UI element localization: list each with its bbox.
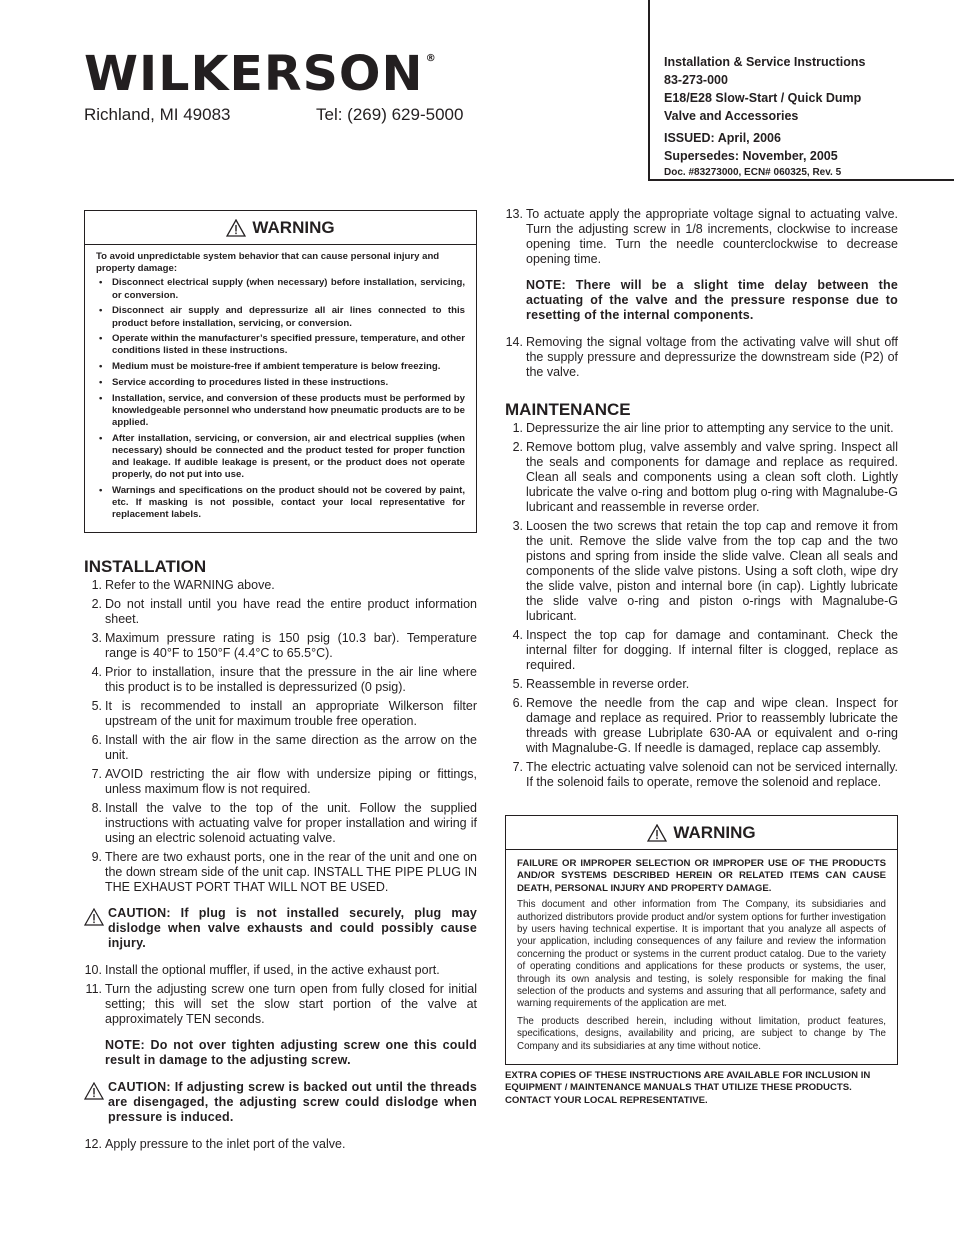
- step-number: 4.: [91, 665, 102, 680]
- step-number: 2.: [512, 440, 523, 454]
- step-text: Reassemble in reverse order.: [526, 677, 690, 691]
- warning-item: • Service according to procedures listed in these instructions.: [96, 377, 465, 389]
- caution-adjusting-screw-text: CAUTION: If adjusting screw is backed out until the threads are disengaged, the adjusting screw could dislodge when pressure is induced.: [108, 1080, 477, 1125]
- installation-steps-cont: [84, 1137, 477, 1152]
- warning-item: • Operate within the manufacturer’s specified pressure, temperature, and other conditions listed in these instructions.: [96, 333, 465, 357]
- company-phone: Tel: (269) 629-5000: [316, 105, 464, 124]
- extra-copies-note: EXTRA COPIES OF THESE INSTRUCTIONS ARE AVAILABLE FOR INCLUSION IN EQUIPMENT / MAINTENANCE MANUALS THAT UTILIZE THESE PRODUCTS. CONTACT YOUR LOCAL REPRESENTATIVE.: [505, 1070, 871, 1106]
- step-number: 13.: [505, 207, 523, 221]
- warning-liability-para1: This document and other information from The Company, its subsidiaries and authorized distributors provide product and/or system options for further investigation by users having technical expertise. It is important that you analyze all aspects of your application, including consequences of any failure and review the information concerning the product or systems in the current product catalog. Due to the variety of operating conditions and applications for these products or systems, the user, through its own analysis and testing, is solely responsible for making the final selection of the products and systems and assuring that all performance, safety and warning requirements of the application are met.: [517, 899, 886, 1010]
- step-number: 1.: [91, 578, 102, 593]
- step-number: 7.: [512, 760, 523, 774]
- warning-item: • Installation, service, and conversion of these products must be performed by knowledgeable personnel who understand how pneumatic products are to be applied.: [96, 393, 465, 430]
- warning-item: • After installation, servicing, or conversion, air and electrical supplies (when necessary) should be connected and the product tested for proper function and leakage. If audible leakage is present, or the product does not operate properly, do not put into use.: [96, 433, 465, 482]
- list-item: [505, 335, 898, 380]
- step-number: 1.: [512, 421, 523, 435]
- step-text: AVOID restricting the air flow with undersize piping or fittings, unless maximum flow is not required.: [105, 767, 477, 797]
- list-item: [84, 699, 477, 729]
- step-text: Prior to installation, insure that the pressure in the air line where this product is to be installed is depressurized (0 psig).: [105, 665, 477, 695]
- list-item: [84, 801, 477, 846]
- step-number: 11.: [85, 982, 102, 997]
- note-time-delay: NOTE: There will be a slight time delay between the actuating of the valve and the pressure response due to resetting of the internal components.: [526, 278, 898, 322]
- step-number: 12.: [84, 1137, 102, 1152]
- step-text: Apply pressure to the inlet port of the valve.: [105, 1137, 346, 1152]
- caution-triangle-icon: [84, 1082, 104, 1100]
- doc-product-line1: E18/E28 Slow-Start / Quick Dump: [664, 91, 862, 105]
- caution-plug: [84, 906, 477, 951]
- step-text: Depressurize the air line prior to attempting any service to the unit.: [526, 421, 894, 435]
- company-logo: [84, 46, 437, 102]
- list-item: [505, 628, 898, 673]
- list-item: [84, 665, 477, 695]
- warning-list: [96, 277, 465, 521]
- warning-header: [85, 211, 476, 245]
- doc-supersedes: Supersedes: November, 2005: [664, 149, 838, 163]
- warning-title: WARNING: [252, 218, 335, 237]
- caution-adjusting-screw: [84, 1080, 477, 1125]
- step-number: 14.: [505, 335, 523, 349]
- warning-box: [84, 210, 477, 533]
- warning-title: WARNING: [673, 823, 756, 842]
- step-text: Inspect the top cap for damage and contaminant. Check the internal filter for dogging. If internal filter is clogged, replace as required.: [526, 628, 898, 672]
- installation-steps-cont: [505, 207, 898, 267]
- list-item: [84, 982, 477, 1027]
- step-number: 2.: [91, 597, 102, 612]
- document-info-box: [648, 0, 954, 181]
- list-item: [84, 850, 477, 895]
- list-item: [84, 631, 477, 661]
- warning-box-liability: [505, 815, 898, 1065]
- list-item: [505, 421, 898, 436]
- warning-item: • Medium must be moisture-free if ambient temperature is below freezing.: [96, 361, 465, 373]
- step-text: Turn the adjusting screw one turn open from fully closed for initial setting; this will set the slow start portion of the valve at approximately TEN seconds.: [105, 982, 477, 1027]
- step-text: Install the optional muffler, if used, in the active exhaust port.: [105, 963, 440, 978]
- list-item: [505, 207, 898, 267]
- step-text: Remove the needle from the cap and wipe clean. Inspect for damage and replace as required. Prior to reassembly lubricate the threads with grease Lubriplate 630-AA or equivalent and o-ring with Magnalube-G. If needle is damaged, replace cap assembly.: [526, 696, 898, 755]
- right-column: [505, 207, 898, 1107]
- step-text: Install with the air flow in the same direction as the arrow on the unit.: [105, 733, 477, 763]
- maintenance-heading: MAINTENANCE: [505, 400, 631, 419]
- warning-item: • Warnings and specifications on the product should not be covered by paint, etc. If masking is not possible, contact your local representative for replacement labels.: [96, 485, 465, 522]
- list-item: [84, 963, 477, 978]
- step-number: 3.: [512, 519, 523, 533]
- maintenance-steps: [505, 421, 898, 790]
- step-number: 10.: [84, 963, 102, 978]
- step-text: The electric actuating valve solenoid can not be serviced internally. If the solenoid fails to operate, remove the solenoid and replace.: [526, 760, 898, 789]
- warning-item: • Disconnect air supply and depressurize all air lines connected to this product before installation, servicing, or conversion.: [96, 305, 465, 329]
- warning-triangle-icon: [647, 824, 667, 842]
- step-text: Remove bottom plug, valve assembly and valve spring. Inspect all the seals and components for damage and replace as required. Clean all seals and components using a clean soft cloth. Lightly lubricate the valve o-ring and bottom plug o-ring with Magnalube-G lubricant and reassemble in reverse order.: [526, 440, 898, 514]
- step-number: 9.: [91, 850, 102, 865]
- step-number: 6.: [91, 733, 102, 748]
- doc-part-number: 83-273-000: [664, 73, 728, 87]
- list-item: [505, 696, 898, 756]
- list-item: [505, 519, 898, 624]
- list-item: [505, 760, 898, 790]
- step-number: 3.: [91, 631, 102, 646]
- step-number: 4.: [512, 628, 523, 642]
- warning-header: [506, 816, 897, 850]
- step-text: Maximum pressure rating is 150 psig (10.3 bar). Temperature range is 40°F to 150°F (4.4°C to 65.5°C).: [105, 631, 477, 661]
- list-item: [505, 677, 898, 692]
- warning-item: • Disconnect electrical supply (when necessary) before installation, servicing, or conversion.: [96, 277, 465, 301]
- list-item: [84, 733, 477, 763]
- logo-text: WILKERSON: [84, 46, 424, 102]
- step-text: Do not install until you have read the entire product information sheet.: [105, 597, 477, 627]
- step-text: Loosen the two screws that retain the top cap and remove it from the unit. Remove the slide valve from the top cap and the two pistons and spring from inside the slide valve. Clean all seals and components of the slide valve pistons. Using a soft cloth, wipe dry the slide valve, piston and internal bore (in cap). Lightly lubricate the slide valve o-ring and piston o-rings with Magnalube-G lubricant.: [526, 519, 898, 623]
- registered-mark: ®: [425, 53, 437, 64]
- caution-triangle-icon: [84, 908, 104, 926]
- doc-issued: ISSUED: April, 2006: [664, 131, 781, 145]
- installation-steps: [84, 578, 477, 895]
- company-address: Richland, MI 49083: [84, 105, 231, 124]
- note-adjusting-screw: NOTE: Do not over tighten adjusting screw one this could result in damage to the adjusting screw.: [105, 1038, 477, 1068]
- step-text: To actuate apply the appropriate voltage signal to actuating valve. Turn the adjusting screw in 1/8 increments, clockwise to increase opening time. Turn the needle counterclockwise to decrease opening time.: [526, 207, 898, 266]
- step-number: 7.: [91, 767, 102, 782]
- list-item: [84, 1137, 477, 1152]
- step-text: Refer to the WARNING above.: [105, 578, 275, 593]
- list-item: [84, 597, 477, 627]
- step-text: Removing the signal voltage from the activating valve will shut off the supply pressure and depressurize the downstream side (P2) of the valve.: [526, 335, 898, 379]
- doc-title: Installation & Service Instructions: [664, 55, 866, 69]
- warning-intro: To avoid unpredictable system behavior that can cause personal injury and property damage:: [96, 251, 440, 275]
- list-item: [84, 767, 477, 797]
- installation-steps-cont: [84, 963, 477, 1027]
- step-number: 6.: [512, 696, 523, 710]
- step-text: Install the valve to the top of the unit. Follow the supplied instructions with actuating valve for proper installation and wiring if using an electric solenoid actuating valve.: [105, 801, 477, 846]
- warning-liability-para2: The products described herein, including without limitation, product features, specifications, designs, availability and pricing, are subject to change by The Company and its subsidiaries at any time without notice.: [517, 1015, 886, 1052]
- warning-liability-caps: FAILURE OR IMPROPER SELECTION OR IMPROPER USE OF THE PRODUCTS AND/OR SYSTEMS DESCRIBED HEREIN OR RELATED ITEMS CAN CAUSE DEATH, PERSONAL INJURY AND PROPERTY DAMAGE.: [517, 858, 886, 894]
- step-number: 5.: [512, 677, 523, 691]
- step-number: 5.: [91, 699, 102, 714]
- list-item: [84, 578, 477, 593]
- step-number: 8.: [91, 801, 102, 816]
- installation-heading: INSTALLATION: [84, 557, 207, 577]
- warning-triangle-icon: [226, 219, 246, 237]
- doc-product-line2: Valve and Accessories: [664, 109, 799, 123]
- installation-steps-cont: [505, 335, 898, 380]
- doc-number: Doc. #83273000, ECN# 060325, Rev. 5: [664, 167, 842, 178]
- caution-plug-text: CAUTION: If plug is not installed securely, plug may dislodge when valve exhausts and could possibly cause injury.: [108, 906, 477, 951]
- step-text: There are two exhaust ports, one in the rear of the unit and one on the down stream side of the unit cap. INSTALL THE PIPE PLUG IN THE EXHAUST PORT THAT WILL NOT BE USED.: [105, 850, 477, 895]
- step-text: It is recommended to install an appropriate Wilkerson filter upstream of the unit for maximum trouble free operation.: [105, 699, 477, 729]
- list-item: [505, 440, 898, 515]
- left-column: [84, 210, 477, 1156]
